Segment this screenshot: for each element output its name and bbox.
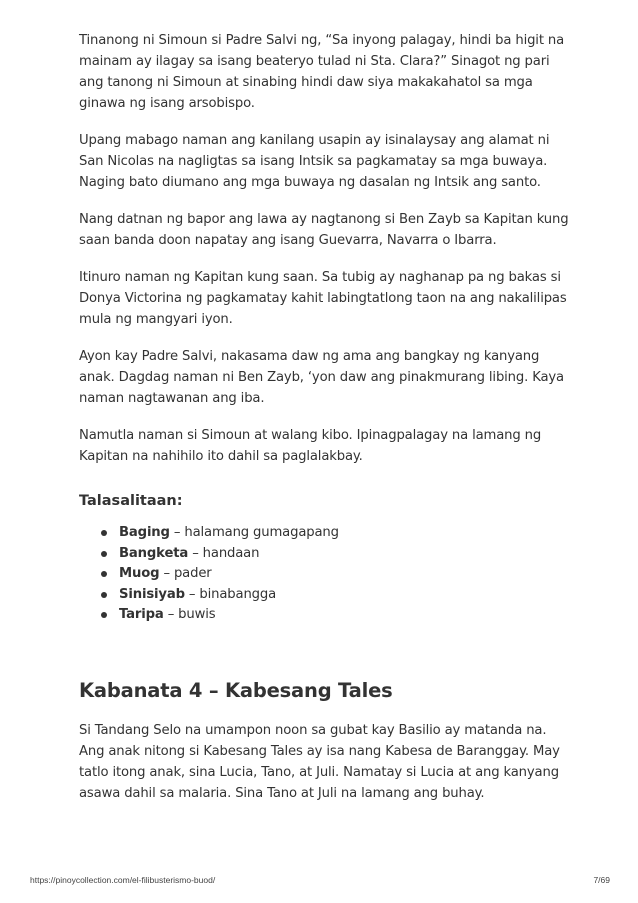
page-footer [30, 875, 610, 885]
page-number: 7/69 [593, 875, 610, 885]
vocab-term: Muog [119, 566, 160, 581]
bullet-icon [101, 612, 107, 618]
vocabulary-heading: Talasalitaan: [79, 493, 183, 509]
list-item [101, 544, 569, 565]
chapter-paragraph: Si Tandang Selo na umampon noon sa gubat kay Basilio ay matanda na. Ang anak nitong si Kabesang Tales ay isa nang Kabesa de Baranggay. May tatlo itong anak, sina Lucia, Tano, at Juli. Namatay si Lucia at ang kanyang asawa dahil sa malaria. Sina Tano at Juli na lamang ang buhay. [79, 722, 560, 801]
paragraph: Tinanong ni Simoun si Padre Salvi ng, “Sa inyong palagay, hindi ba higit na mainam ay ilagay sa isang beateryo tulad ni Sta. Clara?” Sinagot ng pari ang tanong ni Simoun at sinabing hindi daw siya makakahatol sa mga ginawa ng isang arsobispo. [79, 33, 565, 111]
bullet-icon [101, 571, 107, 577]
bullet-icon [101, 592, 107, 598]
bullet-icon [101, 551, 107, 557]
bullet-icon [101, 530, 107, 536]
paragraph: Itinuro naman ng Kapitan kung saan. Sa tubig ay naghanap pa ng bakas si Donya Victorina ng pagkamatay kahit labingtatlong taon na ang nakalilipas mula ng mangyari iyon. [79, 270, 567, 327]
source-url[interactable]: https://pinoycollection.com/el-filibusterismo-buod/ [30, 875, 216, 885]
list-item [101, 564, 569, 585]
vocab-term: Taripa [119, 607, 164, 622]
vocabulary-list [101, 523, 569, 626]
article-content [79, 30, 569, 820]
paragraph: Nang datnan ng bapor ang lawa ay nagtanong si Ben Zayb sa Kapitan kung saan banda doon napatay ang isang Guevarra, Navarra o Ibarra. [79, 212, 569, 248]
vocab-term: Baging [119, 525, 170, 540]
list-item [101, 585, 569, 606]
list-item [101, 523, 569, 544]
vocab-definition: – halamang gumagapang [169, 525, 339, 540]
vocab-definition: – handaan [188, 545, 260, 561]
paragraph: Upang mabago naman ang kanilang usapin ay isinalaysay ang alamat ni San Nicolas na nagligtas sa isang Intsik sa pagkamatay sa mga buwaya. Naging bato diumano ang mga buwaya ng dasalan ng Intsik ang santo. [79, 133, 550, 190]
vocab-term: Sinisiyab [119, 586, 185, 602]
paragraph: Namutla naman si Simoun at walang kibo. Ipinagpalagay na lamang ng Kapitan na nahihilo ito dahil sa paglalakbay. [79, 428, 542, 464]
chapter-title: Kabanata 4 – Kabesang Tales [79, 678, 393, 702]
vocab-definition: – pader [159, 566, 212, 581]
vocab-definition: – binabangga [184, 586, 277, 602]
vocab-definition: – buwis [163, 607, 216, 622]
vocab-term: Bangketa [119, 545, 189, 561]
paragraph: Ayon kay Padre Salvi, nakasama daw ng ama ang bangkay ng kanyang anak. Dagdag naman ni Ben Zayb, ‘yon daw ang pinakmurang libing. Kaya naman nagtawanan ang iba. [79, 349, 564, 406]
list-item [101, 605, 569, 626]
